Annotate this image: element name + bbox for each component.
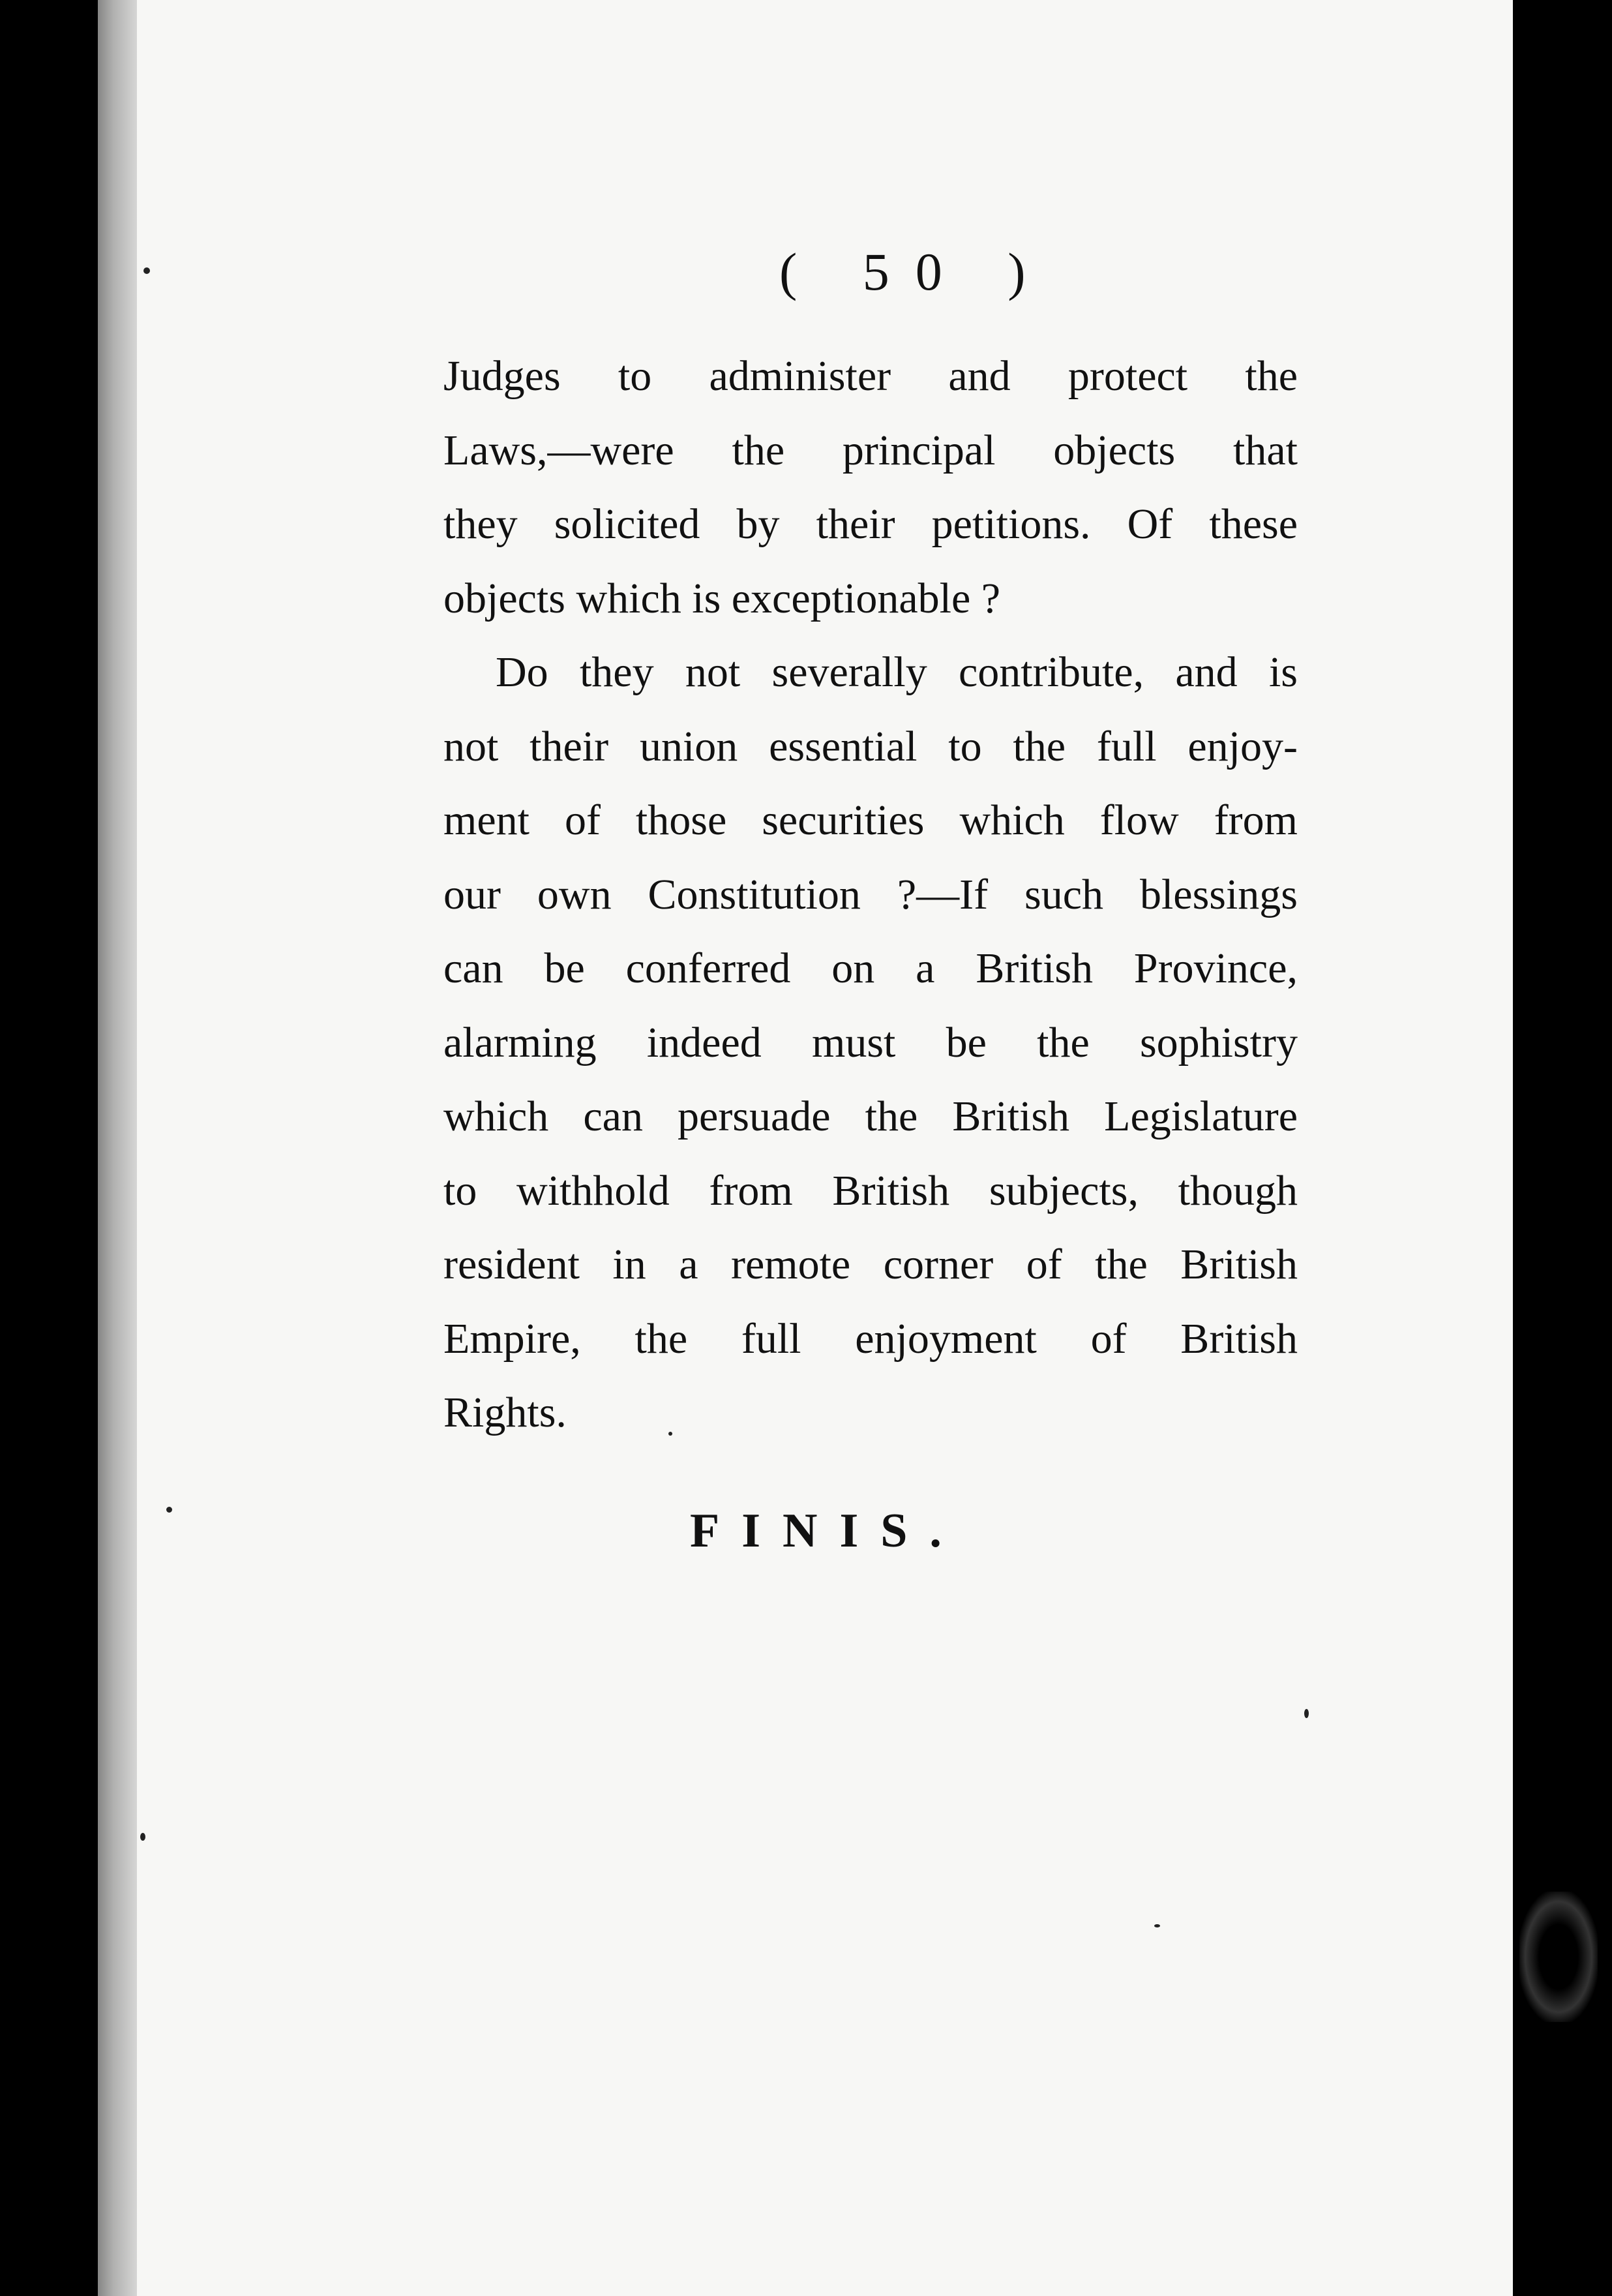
text-line: not their union essential to the full enjoy-: [443, 722, 1298, 770]
text-line: alarming indeed must be the sophistry: [443, 1018, 1298, 1066]
ink-blot: [1519, 1892, 1598, 2022]
text-line: our own Constitution ?—If such blessings: [443, 870, 1298, 918]
finis-heading: FINIS.: [690, 1504, 964, 1558]
scan-speck: [140, 1833, 145, 1841]
text-line: objects which is exceptionable ?: [443, 574, 1001, 622]
scan-speck: [1304, 1709, 1309, 1718]
text-line: resident in a remote corner of the British: [443, 1241, 1298, 1288]
page-number: ( 50 ): [779, 242, 1052, 301]
text-line: Laws,—were the principal objects that: [443, 426, 1298, 474]
text-line: Do they not severally contribute, and is: [496, 648, 1298, 696]
text-line: can be conferred on a British Province,: [443, 944, 1298, 992]
scan-speck: [668, 1432, 672, 1436]
text-line: Rights.: [443, 1389, 567, 1436]
scan-speck: [1154, 1924, 1160, 1927]
text-line: ment of those securities which flow from: [443, 796, 1298, 844]
text-line: Empire, the full enjoyment of British: [443, 1314, 1298, 1363]
text-line: which can persuade the British Legislature: [443, 1093, 1298, 1140]
text-line: they solicited by their petitions. Of these: [443, 500, 1298, 548]
scan-speck: [166, 1507, 172, 1513]
body-text: [443, 339, 1298, 1450]
text-line: to withhold from British subjects, though: [443, 1166, 1298, 1215]
text-line: Judges to administer and protect the: [443, 352, 1298, 400]
binding-edge: [98, 0, 137, 2296]
scan-speck: [143, 267, 150, 274]
